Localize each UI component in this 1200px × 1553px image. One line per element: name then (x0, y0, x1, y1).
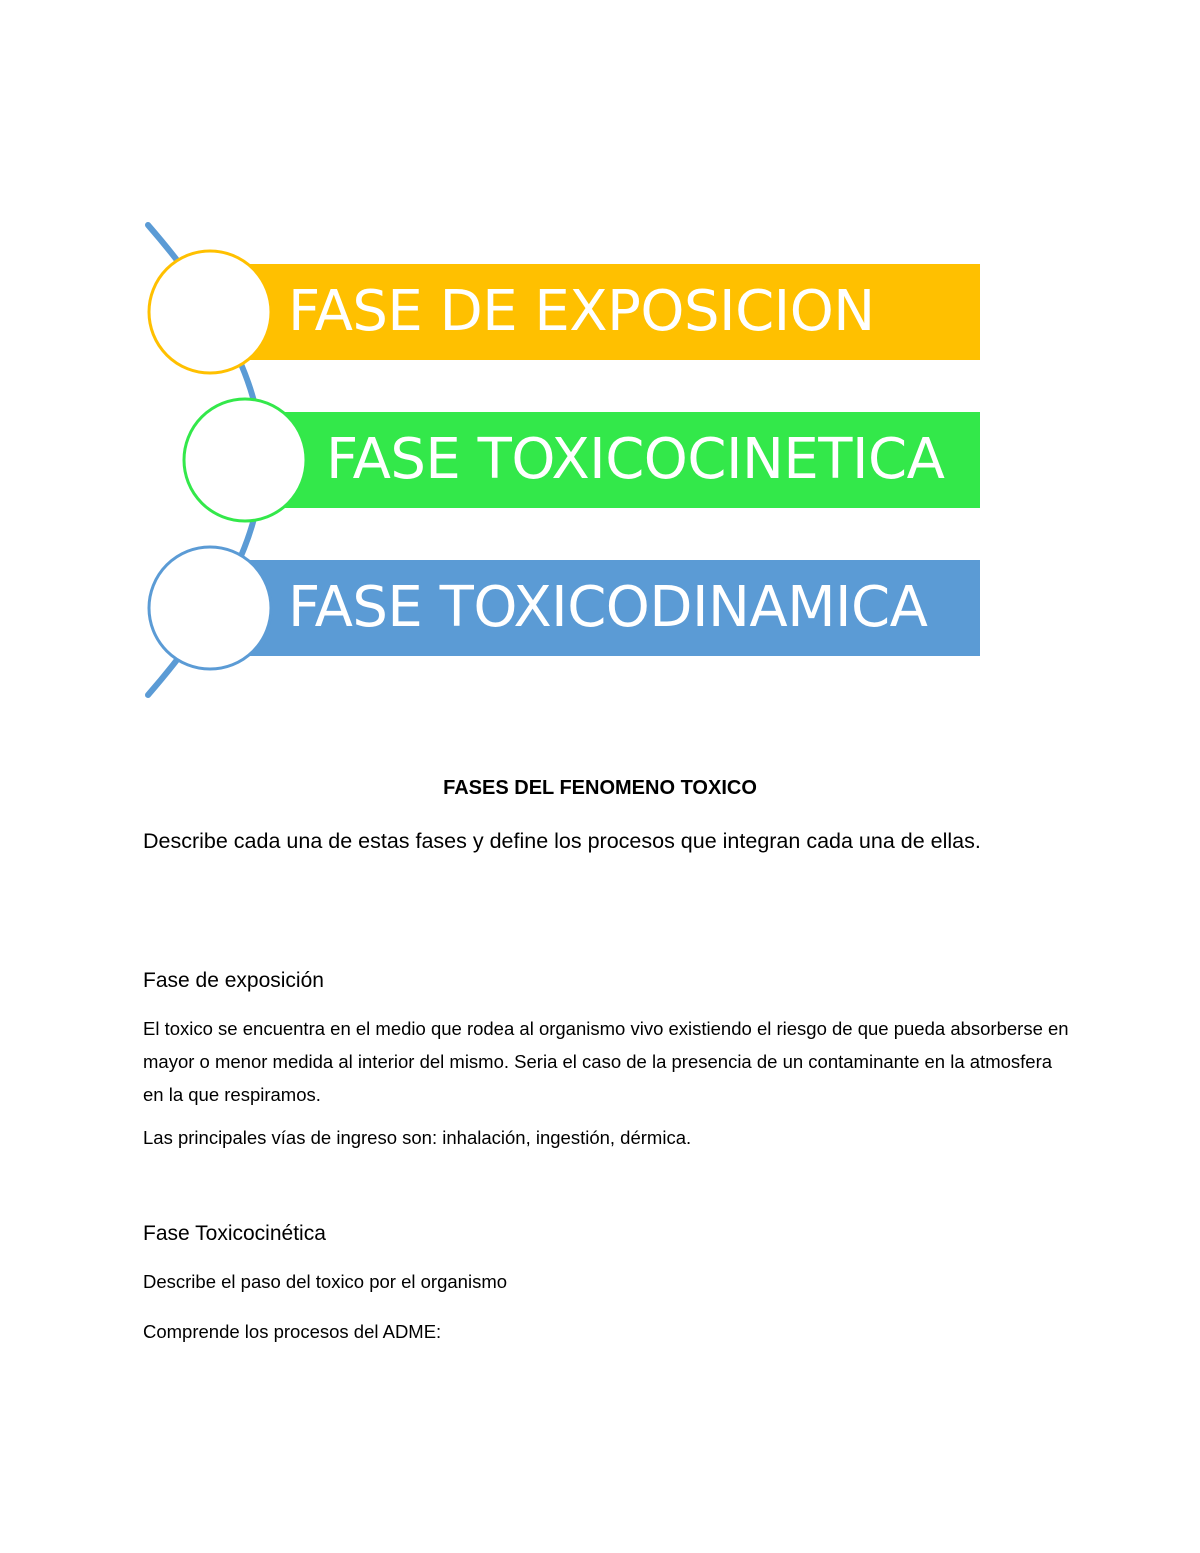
toxicocinetica-paragraph-1: Describe el paso del toxico por el organismo (143, 1271, 508, 1292)
exposicion-paragraph-1: El toxico se encuentra en el medio que rodea al organismo vivo existiendo el riesgo de que pueda absorberse en mayor o menor medida al interior del mismo. Seria el caso de la presencia de un contaminante en la atmosfera en la que respiramos. (143, 1018, 1069, 1105)
toxicocinetica-paragraph-2: Comprende los procesos del ADME: (143, 1321, 442, 1342)
phase-circle-exposicion (149, 251, 271, 373)
phase-circle-toxicodinamica (149, 547, 271, 669)
phase-label-toxicocinetica: FASE TOXICOCINETICA (326, 427, 945, 492)
section-heading-toxicocinetica: Fase Toxicocinética (143, 1222, 326, 1245)
intro-paragraph: Describe cada una de estas fases y define los procesos que integran cada una de ellas. (143, 829, 981, 853)
document-title: FASES DEL FENOMENO TOXICO (443, 777, 757, 799)
phase-circle-toxicocinetica (184, 399, 306, 521)
section-heading-exposicion: Fase de exposición (143, 969, 324, 992)
phase-label-exposicion: FASE DE EXPOSICION (288, 279, 875, 344)
exposicion-paragraph-2: Las principales vías de ingreso son: inhalación, ingestión, dérmica. (143, 1127, 692, 1148)
phase-label-toxicodinamica: FASE TOXICODINAMICA (288, 575, 928, 640)
phases-diagram (0, 0, 1200, 720)
